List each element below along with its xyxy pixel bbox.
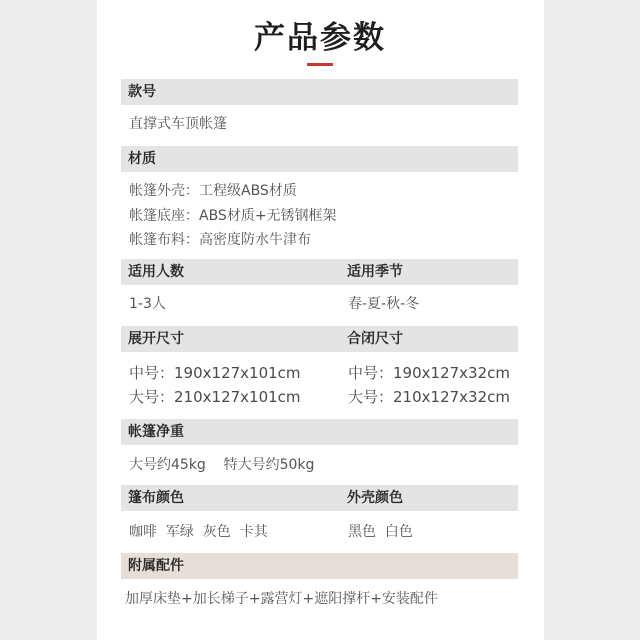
- weight-value: 大号约45kg 特大号约50kg: [129, 457, 315, 473]
- shell-color-label: 外壳颜色: [347, 490, 403, 506]
- size-value: 190x127x32cm: [393, 364, 510, 382]
- accessories-value: 加厚床垫+加长梯子+露营灯+遮阳撑杆+安装配件: [125, 591, 438, 607]
- season-label: 适用季节: [347, 264, 403, 280]
- fabric-color-value: 咖啡 军绿 灰色 卡其: [129, 524, 268, 540]
- material-line-base: [129, 207, 337, 225]
- size-key: 中号：: [348, 364, 394, 382]
- material-line-shell: [129, 182, 297, 200]
- material-line-key: 帐篷布料：: [129, 232, 199, 248]
- size-key: 中号：: [129, 364, 175, 382]
- fabric-color-label: 篷布颜色: [128, 490, 184, 506]
- open-size-large: [129, 388, 301, 406]
- closed-size-large: [348, 388, 510, 406]
- size-key: 大号：: [129, 388, 175, 406]
- material-line-key: 帐篷底座：: [129, 208, 199, 224]
- open-size-label: 展开尺寸: [128, 331, 184, 347]
- size-value: 210x127x101cm: [174, 388, 301, 406]
- weight-label: 帐篷净重: [128, 424, 184, 440]
- open-size-medium: [129, 364, 301, 382]
- model-label: 款号: [128, 84, 156, 100]
- season-value: 春-夏-秋-冬: [348, 296, 420, 312]
- model-value: 直撑式车顶帐篷: [129, 116, 227, 132]
- material-line-key: 帐篷外壳：: [129, 183, 199, 199]
- closed-size-medium: [348, 364, 510, 382]
- size-key: 大号：: [348, 388, 394, 406]
- title-underline: [307, 63, 333, 66]
- material-line-value: 高密度防水牛津布: [199, 232, 311, 248]
- closed-size-label: 合闭尺寸: [347, 331, 403, 347]
- capacity-label: 适用人数: [128, 264, 184, 280]
- material-line-fabric: [129, 231, 311, 249]
- material-line-value: ABS材质+无锈钢框架: [199, 208, 337, 224]
- material-label: 材质: [128, 151, 156, 167]
- material-line-value: 工程级ABS材质: [199, 183, 297, 199]
- size-value: 210x127x32cm: [393, 388, 510, 406]
- accessories-label: 附属配件: [128, 558, 184, 574]
- model-header-bar: [121, 79, 518, 105]
- material-header-bar: [121, 146, 518, 172]
- size-value: 190x127x101cm: [174, 364, 301, 382]
- shell-color-value: 黑色 白色: [348, 524, 413, 540]
- capacity-value: 1-3人: [129, 296, 166, 312]
- page-title: 产品参数: [254, 20, 386, 56]
